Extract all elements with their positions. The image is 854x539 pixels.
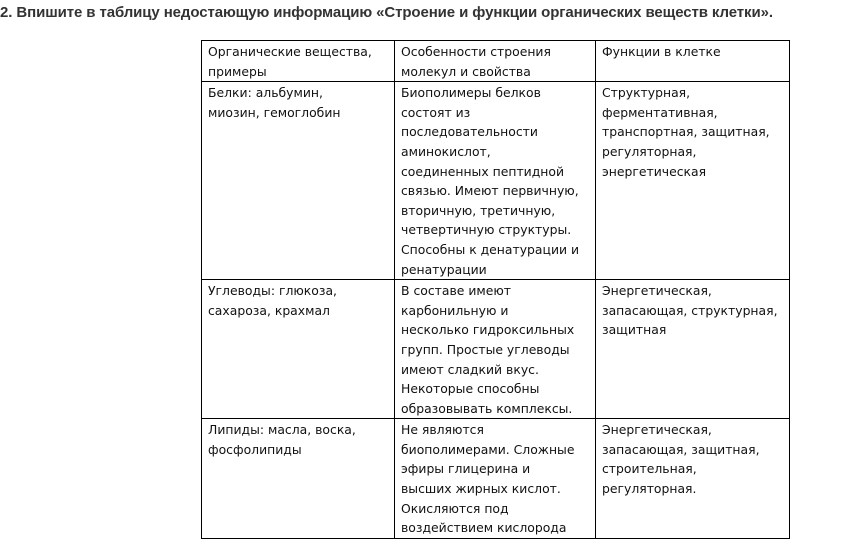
cell-functions: Структурная, ферментативная, транспортная, защитная, регуляторная, энергетическая [596,82,790,280]
cell-functions: Энергетическая, запасающая, защитная, строительная, регуляторная. [596,419,790,539]
header-functions: Функции в клетке [596,41,790,82]
header-substances: Органические вещества, примеры [202,41,395,82]
cell-functions: Энергетическая, запасающая, структурная, защитная [596,280,790,419]
cell-structure: Не являются биополимерами. Сложные эфиры глицерина и высших жирных кислот. Окисляются под воздействием кислорода [395,419,596,539]
cell-structure: В составе имеют карбонильную и несколько гидроксильных групп. Простые углеводы имеют сладкий вкус. Некоторые способны образовывать комплексы. [395,280,596,419]
organic-substances-table [201,40,790,539]
cell-substance: Углеводы: глюкоза, сахароза, крахмал [202,280,395,419]
header-structure: Особенности строения молекул и свойства [395,41,596,82]
table-header-row [202,41,790,82]
cell-structure: Биополимеры белков состоят из последовательности аминокислот, соединенных пептидной связью. Имеют первичную, вторичную, третичную, четвертичную структуры. Способны к денатурации и ренатурации [395,82,596,280]
cell-substance: Белки: альбумин, миозин, гемоглобин [202,82,395,280]
cell-substance: Липиды: масла, воска, фосфолипиды [202,419,395,539]
table-row-carbohydrates [202,280,790,419]
table-row-proteins [202,82,790,280]
table-row-lipids [202,419,790,539]
task-heading: 2. Впишите в таблицу недостающую информацию «Строение и функции органических веществ клетки». [0,4,773,21]
